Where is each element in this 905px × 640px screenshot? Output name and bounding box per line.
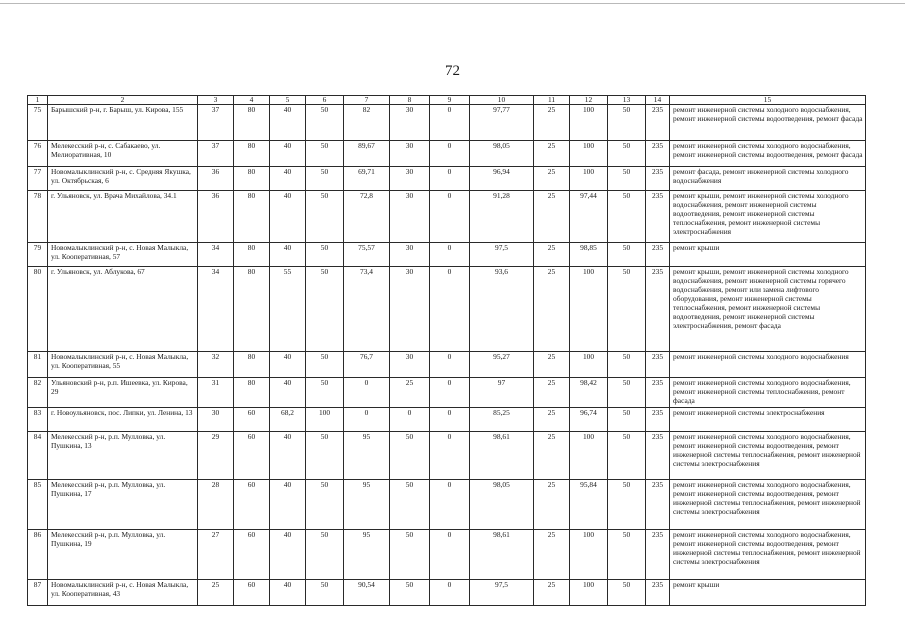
value-cell: 75,57 [344,243,390,267]
value-cell: 50 [306,580,344,606]
value-cell: 0 [344,408,390,432]
total-cell: 95,27 [470,352,534,378]
value-cell: 50 [608,480,646,530]
works-cell: ремонт инженерной системы холодного водоснабжения, ремонт инженерной системы водоотведения, ремонт инженерной системы теплоснабжения, ремонт инженерной системы электроснабжения [670,480,866,530]
value-cell: 235 [646,378,670,408]
value-cell: 0 [430,191,470,243]
value-cell: 0 [430,530,470,580]
value-cell: 69,71 [344,167,390,191]
value-cell: 96,74 [570,408,608,432]
value-cell: 100 [570,352,608,378]
value-cell: 25 [534,167,570,191]
value-cell: 34 [198,267,234,352]
row-number: 84 [28,432,48,480]
table-row [28,243,866,267]
address-cell: г. Ульяновск, ул. Аблукова, 67 [48,267,198,352]
value-cell: 50 [306,352,344,378]
row-number: 76 [28,141,48,167]
value-cell: 50 [306,530,344,580]
value-cell: 0 [430,408,470,432]
value-cell: 80 [234,378,270,408]
total-cell: 85,25 [470,408,534,432]
value-cell: 235 [646,408,670,432]
value-cell: 25 [534,432,570,480]
column-header: 11 [534,96,570,105]
value-cell: 28 [198,480,234,530]
value-cell: 235 [646,105,670,141]
column-header: 12 [570,96,608,105]
row-number: 81 [28,352,48,378]
value-cell: 95 [344,432,390,480]
value-cell: 50 [608,530,646,580]
value-cell: 50 [306,378,344,408]
table-row [28,141,866,167]
address-cell: Мелекесский р-н, р.п. Мулловка, ул. Пушкина, 17 [48,480,198,530]
column-number-row [28,96,866,105]
value-cell: 235 [646,480,670,530]
table-row [28,352,866,378]
address-cell: Мелекесский р-н, р.п. Мулловка, ул. Пушкина, 13 [48,432,198,480]
row-number: 75 [28,105,48,141]
works-cell: ремонт инженерной системы холодного водоснабжения, ремонт инженерной системы водоотведения, ремонт инженерной системы теплоснабжения, ремонт инженерной системы электроснабжения [670,530,866,580]
value-cell: 50 [306,432,344,480]
value-cell: 36 [198,191,234,243]
value-cell: 100 [570,141,608,167]
table-row [28,105,866,141]
value-cell: 235 [646,267,670,352]
works-cell: ремонт инженерной системы холодного водоснабжения, ремонт инженерной системы водоотведения, ремонт фасада [670,141,866,167]
value-cell: 0 [344,378,390,408]
total-cell: 96,94 [470,167,534,191]
address-cell: Мелекесский р-н, р.п. Мулловка, ул. Пушкина, 19 [48,530,198,580]
value-cell: 27 [198,530,234,580]
address-cell: Новомалыклинский р-н, с. Новая Малыкла, ул. Кооперативная, 57 [48,243,198,267]
value-cell: 25 [534,378,570,408]
works-cell: ремонт крыши [670,243,866,267]
value-cell: 25 [534,352,570,378]
column-header: 9 [430,96,470,105]
value-cell: 100 [570,105,608,141]
column-header: 7 [344,96,390,105]
address-cell: Новомалыклинский р-н, с. Новая Малыкла, ул. Кооперативная, 43 [48,580,198,606]
value-cell: 0 [430,267,470,352]
value-cell: 100 [570,432,608,480]
value-cell: 0 [430,167,470,191]
value-cell: 30 [390,352,430,378]
repair-program-table [27,95,866,606]
address-cell: г. Новоульяновск, пос. Липки, ул. Ленина, 13 [48,408,198,432]
value-cell: 60 [234,432,270,480]
value-cell: 95 [344,480,390,530]
value-cell: 0 [430,432,470,480]
value-cell: 100 [570,530,608,580]
value-cell: 32 [198,352,234,378]
column-header: 10 [470,96,534,105]
value-cell: 25 [534,141,570,167]
value-cell: 50 [608,580,646,606]
total-cell: 98,05 [470,480,534,530]
value-cell: 50 [306,191,344,243]
value-cell: 100 [570,167,608,191]
value-cell: 30 [390,105,430,141]
total-cell: 93,6 [470,267,534,352]
table-row [28,191,866,243]
value-cell: 76,7 [344,352,390,378]
document-sheet [27,95,866,606]
value-cell: 50 [390,580,430,606]
value-cell: 50 [306,243,344,267]
row-number: 83 [28,408,48,432]
value-cell: 40 [270,480,306,530]
value-cell: 50 [390,480,430,530]
value-cell: 98,42 [570,378,608,408]
value-cell: 34 [198,243,234,267]
total-cell: 98,61 [470,530,534,580]
value-cell: 50 [306,167,344,191]
total-cell: 98,61 [470,432,534,480]
table-row [28,432,866,480]
value-cell: 25 [534,480,570,530]
value-cell: 80 [234,352,270,378]
value-cell: 40 [270,141,306,167]
total-cell: 97 [470,378,534,408]
value-cell: 60 [234,530,270,580]
value-cell: 0 [390,408,430,432]
value-cell: 80 [234,243,270,267]
value-cell: 0 [430,480,470,530]
value-cell: 90,54 [344,580,390,606]
value-cell: 30 [390,141,430,167]
value-cell: 40 [270,105,306,141]
column-header: 2 [48,96,198,105]
value-cell: 50 [390,530,430,580]
column-header: 8 [390,96,430,105]
column-header: 13 [608,96,646,105]
value-cell: 30 [390,267,430,352]
column-header: 15 [670,96,866,105]
value-cell: 55 [270,267,306,352]
works-cell: ремонт крыши [670,580,866,606]
table-row [28,378,866,408]
value-cell: 30 [390,191,430,243]
row-number: 78 [28,191,48,243]
value-cell: 0 [430,243,470,267]
value-cell: 50 [608,191,646,243]
value-cell: 95,84 [570,480,608,530]
table-row [28,580,866,606]
value-cell: 80 [234,141,270,167]
value-cell: 30 [390,167,430,191]
works-cell: ремонт инженерной системы электроснабжения [670,408,866,432]
row-number: 82 [28,378,48,408]
row-number: 87 [28,580,48,606]
column-header: 6 [306,96,344,105]
value-cell: 50 [608,432,646,480]
works-cell: ремонт инженерной системы холодного водоснабжения [670,352,866,378]
value-cell: 50 [608,267,646,352]
column-header: 3 [198,96,234,105]
value-cell: 0 [430,141,470,167]
address-cell: Барышский р-н, г. Барыш, ул. Кирова, 155 [48,105,198,141]
value-cell: 40 [270,191,306,243]
value-cell: 25 [534,105,570,141]
column-header: 14 [646,96,670,105]
value-cell: 100 [306,408,344,432]
row-number: 86 [28,530,48,580]
table-row [28,480,866,530]
value-cell: 25 [198,580,234,606]
value-cell: 235 [646,580,670,606]
value-cell: 31 [198,378,234,408]
value-cell: 89,67 [344,141,390,167]
value-cell: 60 [234,408,270,432]
total-cell: 97,77 [470,105,534,141]
value-cell: 29 [198,432,234,480]
value-cell: 50 [608,167,646,191]
value-cell: 37 [198,105,234,141]
value-cell: 40 [270,580,306,606]
value-cell: 50 [390,432,430,480]
row-number: 77 [28,167,48,191]
value-cell: 0 [430,378,470,408]
value-cell: 50 [608,352,646,378]
address-cell: Новомалыклинский р-н, с. Средняя Якушка, ул. Октябрьская, 6 [48,167,198,191]
value-cell: 50 [306,480,344,530]
value-cell: 50 [608,378,646,408]
value-cell: 72,8 [344,191,390,243]
value-cell: 25 [390,378,430,408]
value-cell: 100 [570,267,608,352]
value-cell: 50 [608,408,646,432]
page-number: 72 [445,63,460,79]
top-edge-rule [0,3,905,4]
column-header: 1 [28,96,48,105]
value-cell: 50 [306,141,344,167]
value-cell: 40 [270,243,306,267]
total-cell: 91,28 [470,191,534,243]
value-cell: 235 [646,167,670,191]
value-cell: 25 [534,267,570,352]
value-cell: 40 [270,167,306,191]
value-cell: 50 [608,141,646,167]
value-cell: 235 [646,352,670,378]
value-cell: 0 [430,105,470,141]
address-cell: Новомалыклинский р-н, с. Новая Малыкла, ул. Кооперативная, 55 [48,352,198,378]
address-cell: г. Ульяновск, ул. Врача Михайлова, 34.1 [48,191,198,243]
value-cell: 235 [646,243,670,267]
value-cell: 25 [534,580,570,606]
table-row [28,408,866,432]
table-body [28,96,866,606]
value-cell: 60 [234,580,270,606]
row-number: 80 [28,267,48,352]
value-cell: 30 [390,243,430,267]
value-cell: 30 [198,408,234,432]
value-cell: 40 [270,432,306,480]
total-cell: 97,5 [470,243,534,267]
column-header: 4 [234,96,270,105]
value-cell: 97,44 [570,191,608,243]
works-cell: ремонт инженерной системы холодного водоснабжения, ремонт инженерной системы водоотведения, ремонт инженерной системы теплоснабжения, ремонт инженерной системы электроснабжения [670,432,866,480]
value-cell: 40 [270,530,306,580]
value-cell: 40 [270,378,306,408]
value-cell: 25 [534,191,570,243]
row-number: 85 [28,480,48,530]
value-cell: 235 [646,432,670,480]
address-cell: Мелекесский р-н, с. Сабакаево, ул. Мелиоративная, 10 [48,141,198,167]
total-cell: 97,5 [470,580,534,606]
value-cell: 82 [344,105,390,141]
value-cell: 98,85 [570,243,608,267]
column-header: 5 [270,96,306,105]
address-cell: Ульяновский р-н, р.п. Ишеевка, ул. Кирова, 29 [48,378,198,408]
value-cell: 25 [534,408,570,432]
value-cell: 0 [430,580,470,606]
value-cell: 235 [646,191,670,243]
works-cell: ремонт инженерной системы холодного водоснабжения, ремонт инженерной системы водоотведения, ремонт фасада [670,105,866,141]
value-cell: 50 [306,105,344,141]
value-cell: 40 [270,352,306,378]
value-cell: 50 [608,243,646,267]
table-row [28,167,866,191]
value-cell: 25 [534,530,570,580]
value-cell: 50 [608,105,646,141]
value-cell: 235 [646,530,670,580]
works-cell: ремонт инженерной системы холодного водоснабжения, ремонт инженерной системы теплоснабжения, ремонт фасада [670,378,866,408]
value-cell: 80 [234,267,270,352]
works-cell: ремонт фасада, ремонт инженерной системы холодного водоснабжения [670,167,866,191]
value-cell: 80 [234,191,270,243]
total-cell: 98,05 [470,141,534,167]
works-cell: ремонт крыши, ремонт инженерной системы холодного водоснабжения, ремонт инженерной системы горячего водоснабжения, ремонт или замена лифтового оборудования, ремонт инженерной системы теплоснабжения, ремонт инженерной системы водоотведения, ремонт инженерной системы электроснабжения, ремонт фасада [670,267,866,352]
value-cell: 80 [234,167,270,191]
value-cell: 80 [234,105,270,141]
table-row [28,267,866,352]
value-cell: 95 [344,530,390,580]
value-cell: 36 [198,167,234,191]
value-cell: 235 [646,141,670,167]
works-cell: ремонт крыши, ремонт инженерной системы холодного водоснабжения, ремонт инженерной системы водоотведения, ремонт инженерной системы теплоснабжения, ремонт инженерной системы электроснабжения [670,191,866,243]
value-cell: 25 [534,243,570,267]
row-number: 79 [28,243,48,267]
value-cell: 50 [306,267,344,352]
value-cell: 100 [570,580,608,606]
value-cell: 68,2 [270,408,306,432]
value-cell: 37 [198,141,234,167]
value-cell: 0 [430,352,470,378]
value-cell: 60 [234,480,270,530]
value-cell: 73,4 [344,267,390,352]
table-row [28,530,866,580]
